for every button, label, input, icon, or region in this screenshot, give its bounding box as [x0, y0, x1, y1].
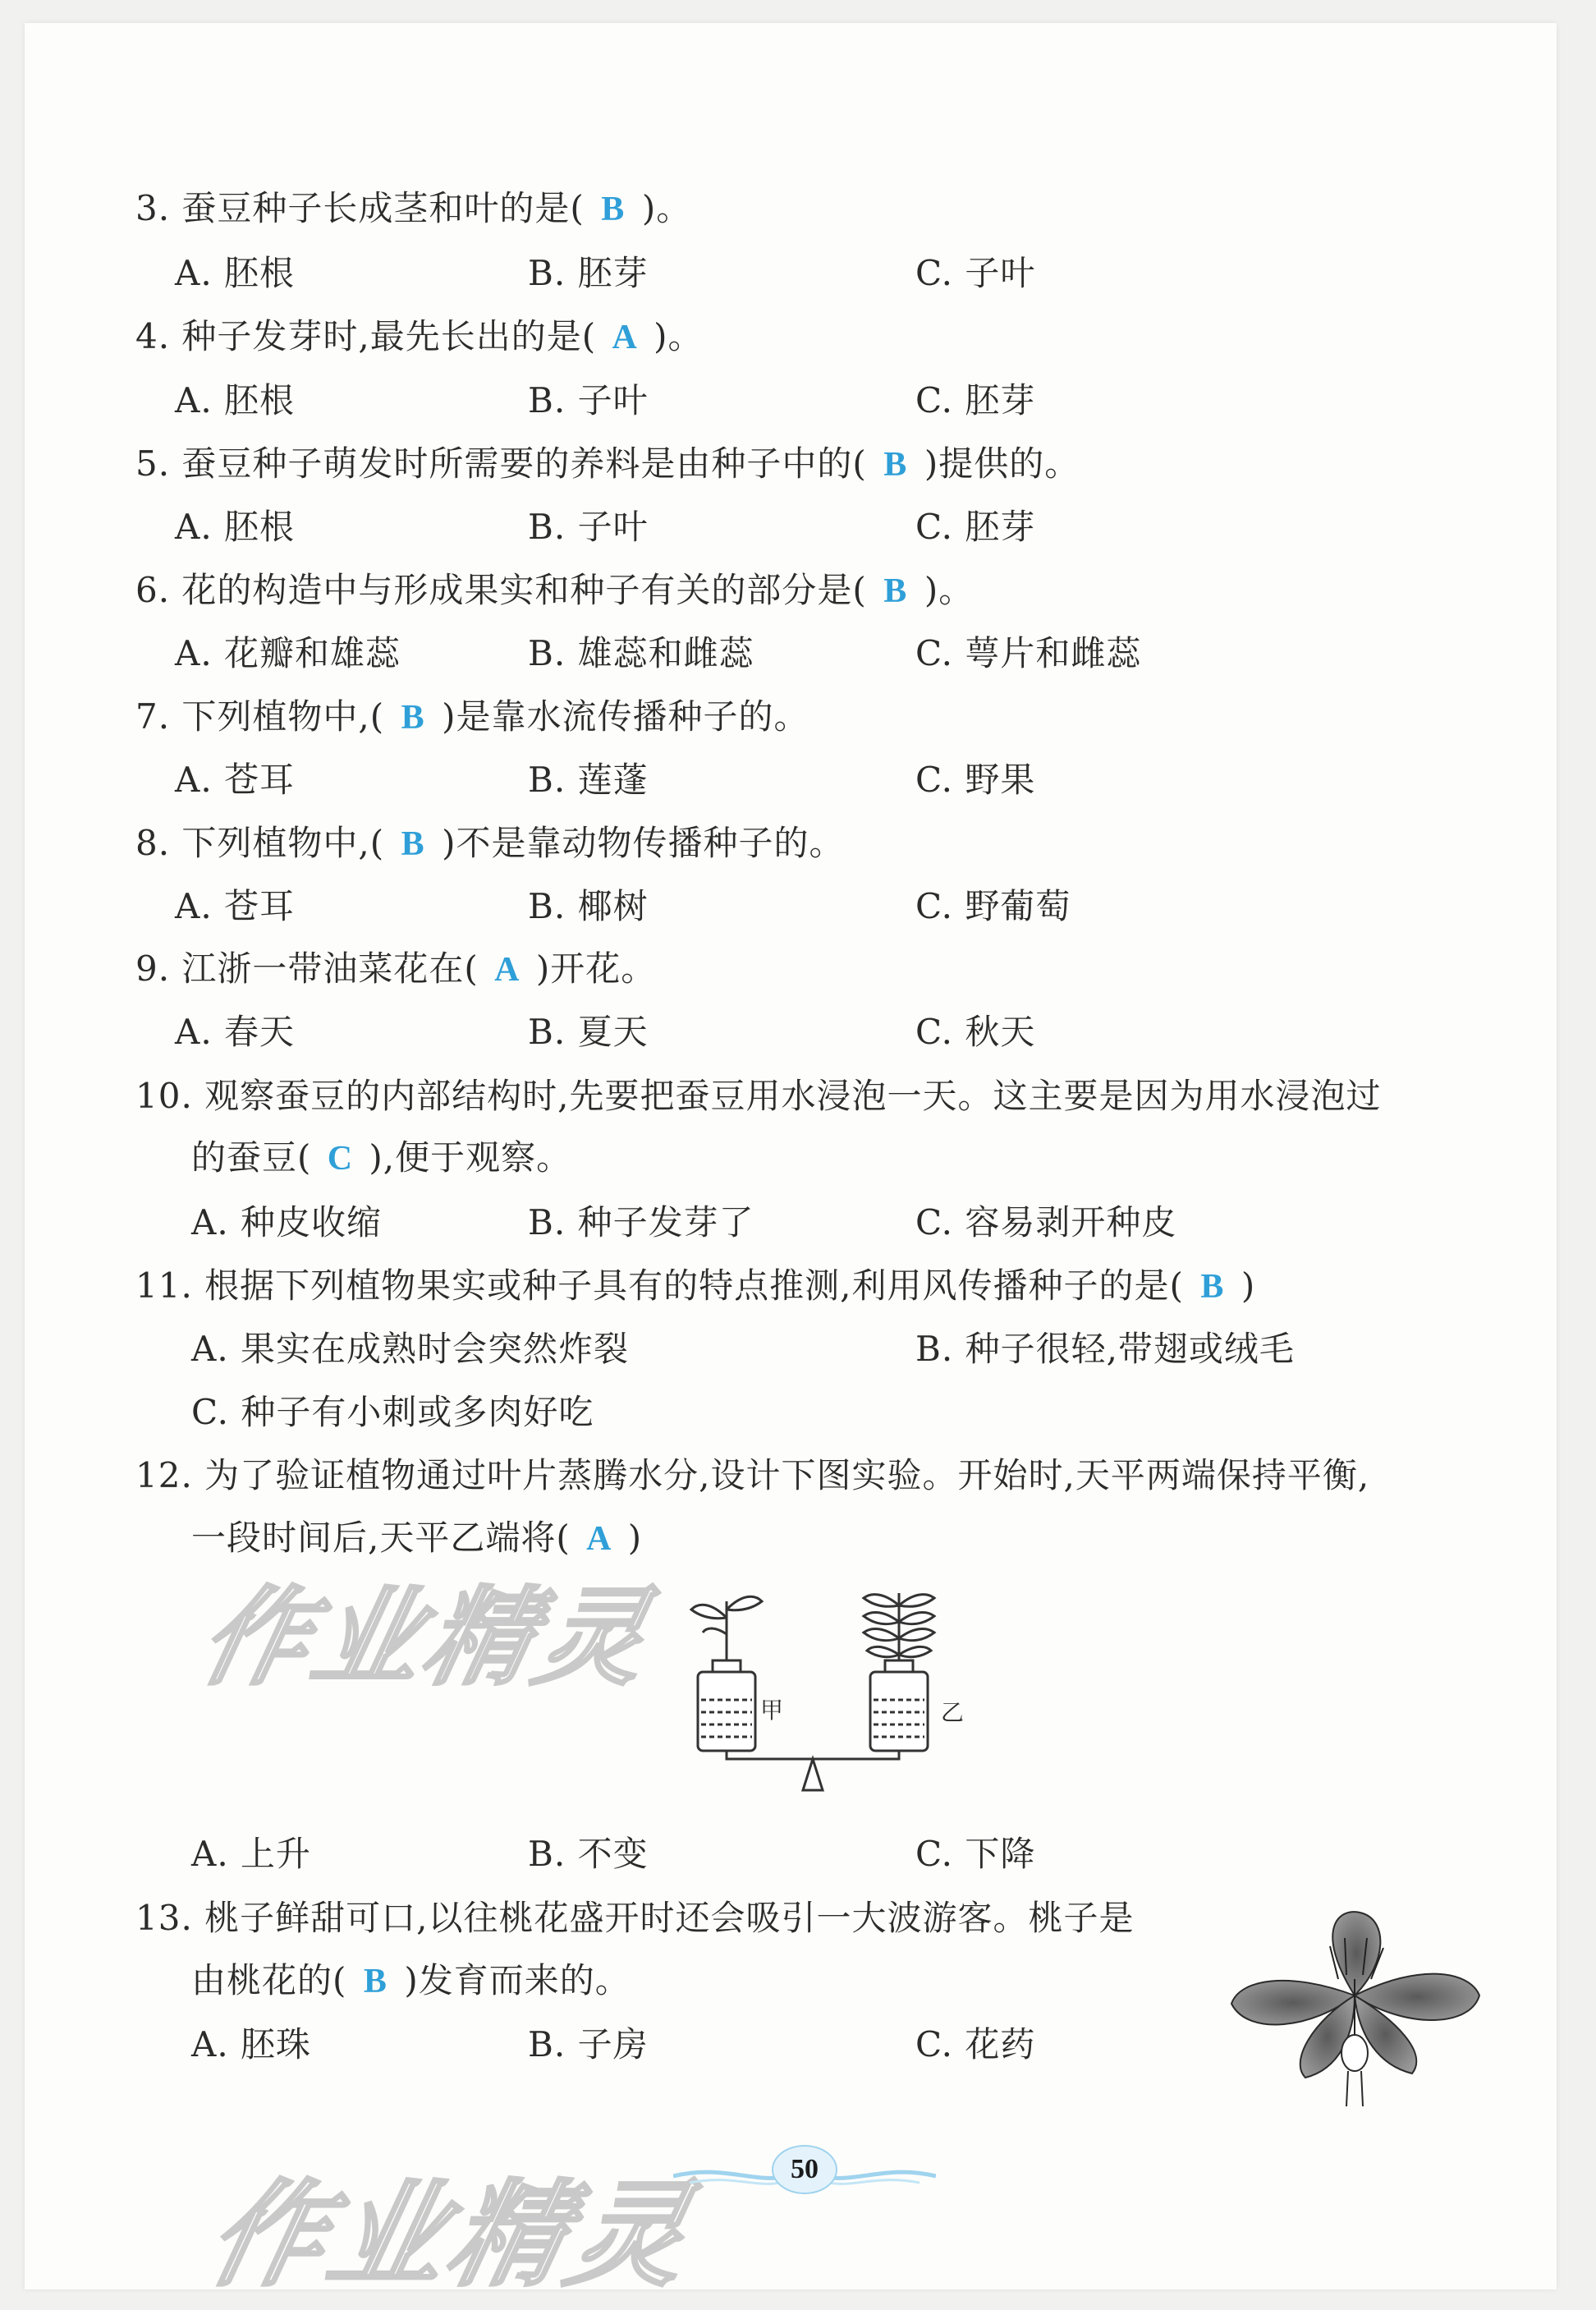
stem-text: 的蚕豆( — [191, 1137, 312, 1178]
answer-mark: A — [494, 951, 521, 989]
option-a: A. 果实在成熟时会突然炸裂 — [191, 1329, 630, 1369]
option-b: B. 子叶 — [528, 507, 649, 547]
watermark-text: 作业精灵 — [190, 1575, 663, 1700]
option-a: A. 胚根 — [175, 380, 296, 420]
option-a: A. 春天 — [175, 1012, 296, 1052]
answer-mark: C — [327, 1140, 354, 1178]
option-b: B. 椰树 — [528, 886, 649, 926]
answer-mark: B — [401, 699, 425, 737]
label-yi: 乙 — [941, 1699, 965, 1726]
question-6-stem — [135, 567, 974, 614]
question-5-stem — [135, 441, 1080, 488]
option-c: C. 胚芽 — [915, 507, 1036, 547]
stem-text: 4. 种子发芽时,最先长出的是( — [135, 316, 597, 356]
question-13-stem-line2 — [191, 1958, 631, 2005]
answer-mark: B — [883, 572, 908, 610]
question-8-stem — [135, 820, 845, 867]
question-10-stem-line2 — [191, 1135, 571, 1182]
stem-text: 6. 花的构造中与形成果实和种子有关的部分是( — [135, 570, 867, 610]
question-9-stem — [135, 946, 656, 993]
option-b: B. 种子很轻,带翅或绒毛 — [915, 1329, 1295, 1369]
option-a: A. 胚根 — [175, 253, 296, 293]
option-c: C. 萼片和雌蕊 — [915, 633, 1142, 673]
option-b: B. 胚芽 — [528, 253, 649, 293]
option-c: C. 下降 — [915, 1834, 1036, 1874]
balance-experiment-diagram — [673, 1585, 985, 1807]
option-c: C. 种子有小刺或多肉好吃 — [191, 1392, 594, 1432]
option-a: A. 苍耳 — [175, 886, 296, 926]
stem-text: 3. 蚕豆种子长成茎和叶的是( — [135, 188, 585, 228]
option-c: C. 子叶 — [915, 253, 1036, 293]
option-b: B. 种子发芽了 — [528, 1202, 754, 1242]
stem-text: ),便于观察。 — [369, 1137, 572, 1178]
option-a: A. 花瓣和雄蕊 — [175, 633, 401, 673]
option-b: B. 不变 — [528, 1834, 649, 1874]
option-a: A. 胚珠 — [191, 2024, 312, 2064]
option-a: A. 上升 — [191, 1834, 312, 1874]
stem-text: )发育而来的。 — [404, 1960, 631, 2000]
option-b: B. 子房 — [528, 2024, 649, 2064]
option-b: B. 莲蓬 — [528, 760, 649, 800]
answer-mark: B — [401, 825, 425, 863]
stem-text: 一段时间后,天平乙端将( — [191, 1518, 571, 1558]
stem-text: 11. 根据下列植物果实或种子具有的特点推测,利用风传播种子的是( — [135, 1265, 1184, 1306]
option-a: A. 胚根 — [175, 507, 296, 547]
answer-mark: A — [586, 1520, 612, 1558]
option-b: B. 雄蕊和雌蕊 — [528, 633, 754, 673]
option-a: A. 种皮收缩 — [191, 1202, 383, 1242]
question-3-stem — [135, 186, 691, 232]
option-c: C. 胚芽 — [915, 380, 1036, 420]
option-c: C. 容易剥开种皮 — [915, 1202, 1177, 1242]
peach-flower-illustration — [1223, 1897, 1486, 2110]
label-jia: 甲 — [760, 1697, 785, 1724]
stem-text: ) — [627, 1518, 643, 1558]
question-13-stem-line1: 13. 桃子鲜甜可口,以往桃花盛开时还会吸引一大波游客。桃子是 — [135, 1898, 1135, 1938]
stem-text: )。 — [641, 188, 692, 228]
question-4-stem — [135, 314, 704, 361]
page-number: 50 — [772, 2145, 837, 2194]
stem-text: )开花。 — [535, 948, 657, 989]
option-c: C. 秋天 — [915, 1012, 1036, 1052]
option-c: C. 花药 — [915, 2024, 1036, 2064]
answer-mark: B — [883, 446, 908, 484]
stem-text: 由桃花的( — [191, 1960, 347, 2000]
answer-mark: B — [1200, 1268, 1225, 1306]
stem-text: ) — [1241, 1265, 1256, 1306]
stem-text: )是靠水流传播种子的。 — [442, 696, 809, 737]
stem-text: )。 — [654, 316, 704, 356]
stem-text: )。 — [924, 570, 975, 610]
stem-text: 8. 下列植物中,( — [135, 823, 385, 863]
stem-text: 7. 下列植物中,( — [135, 696, 385, 737]
question-11-stem — [135, 1263, 1255, 1310]
watermark-text: 作业精灵 — [197, 2169, 705, 2303]
question-7-stem — [135, 694, 809, 741]
question-10-stem-line1: 10. 观察蚕豆的内部结构时,先要把蚕豆用水浸泡一天。这主要是因为用水浸泡过 — [135, 1076, 1382, 1116]
answer-mark: B — [363, 1963, 388, 2000]
stem-text: )不是靠动物传播种子的。 — [442, 823, 845, 863]
option-c: C. 野果 — [915, 760, 1036, 800]
stem-text: 9. 江浙一带油菜花在( — [135, 948, 479, 989]
answer-mark: A — [612, 319, 638, 356]
option-b: B. 子叶 — [528, 380, 649, 420]
option-a: A. 苍耳 — [175, 760, 296, 800]
question-12-stem-line1: 12. 为了验证植物通过叶片蒸腾水分,设计下图实验。开始时,天平两端保持平衡, — [135, 1455, 1370, 1495]
option-c: C. 野葡萄 — [915, 886, 1071, 926]
option-b: B. 夏天 — [528, 1012, 649, 1052]
stem-text: 5. 蚕豆种子萌发时所需要的养料是由种子中的( — [135, 443, 867, 484]
answer-mark: B — [601, 191, 626, 228]
stem-text: )提供的。 — [924, 443, 1080, 484]
